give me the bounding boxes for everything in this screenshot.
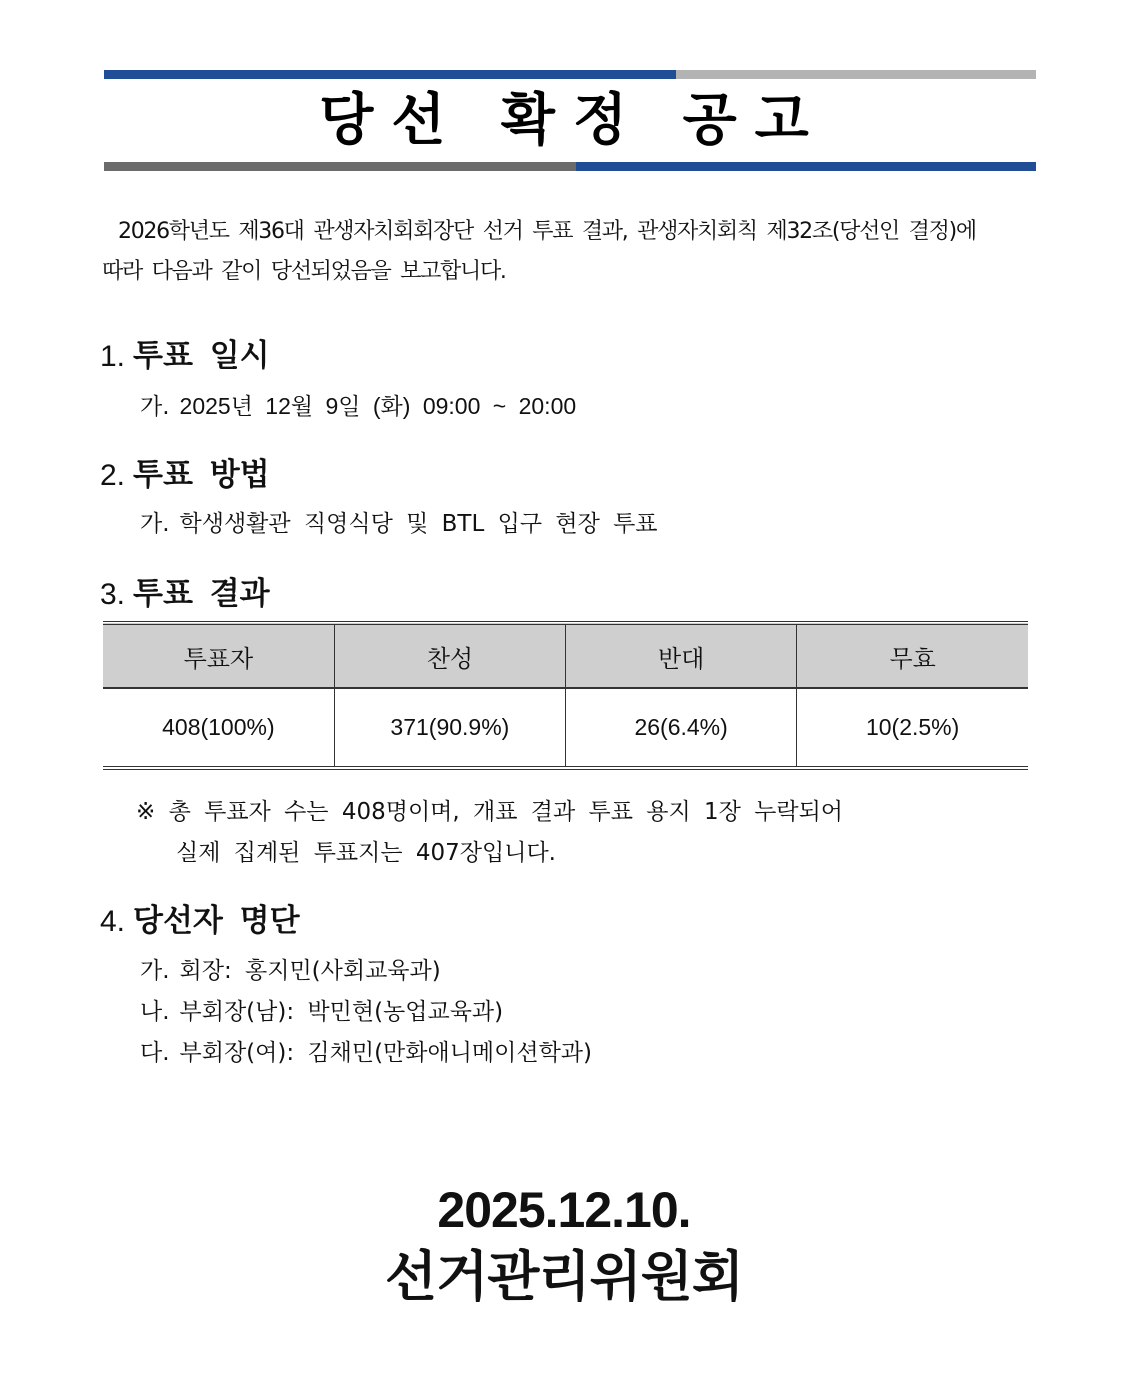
vote-result-table bbox=[103, 621, 1028, 770]
section-1-heading bbox=[100, 336, 270, 377]
item-marker: 가. bbox=[140, 958, 170, 984]
title-top-bar-gray bbox=[676, 70, 1036, 79]
title-bottom-bar-gray bbox=[104, 162, 576, 171]
result-note bbox=[136, 792, 843, 874]
item-marker: 가. bbox=[140, 511, 170, 537]
section-2-title: 투표 방법 bbox=[133, 457, 270, 493]
section-4-title: 당선자 명단 bbox=[133, 903, 300, 939]
section-4-number: 4. bbox=[100, 905, 126, 938]
item-marker: 가. bbox=[140, 394, 170, 420]
issuing-organization: 선거관리위원회 bbox=[384, 1245, 744, 1308]
section-3-number: 3. bbox=[100, 578, 126, 611]
section-1-number: 1. bbox=[100, 340, 126, 373]
header-invalid: 무효 bbox=[797, 623, 1028, 688]
note-line-2: 실제 집계된 투표지는 407장입니다. bbox=[176, 840, 556, 866]
cell-invalid: 10(2.5%) bbox=[865, 714, 960, 740]
winner-vice-president-male bbox=[140, 996, 503, 1028]
cell-approve: 371(90.9%) bbox=[334, 688, 565, 768]
section-2-number: 2. bbox=[100, 459, 126, 492]
winner-vice-president-female bbox=[140, 1037, 592, 1069]
table-row bbox=[103, 688, 1028, 768]
section-1-title: 투표 일시 bbox=[133, 338, 270, 374]
winner-vice-male-text: 부회장(남): 박민현(농업교육과) bbox=[179, 999, 504, 1025]
section-2-item bbox=[140, 508, 658, 540]
section-1-item bbox=[140, 390, 576, 423]
section-4-heading bbox=[100, 901, 300, 942]
header-voters: 투표자 bbox=[103, 623, 334, 688]
section-3-title: 투표 결과 bbox=[133, 576, 270, 612]
section-2-heading bbox=[100, 455, 270, 496]
section-3-heading bbox=[100, 574, 270, 615]
title-top-bar-blue bbox=[104, 70, 676, 79]
title-bottom-bar-blue bbox=[576, 162, 1036, 171]
announcement-date: 2025.12.10. bbox=[437, 1182, 691, 1238]
winner-president bbox=[140, 955, 441, 987]
table-header-row bbox=[103, 623, 1028, 688]
item-marker: 다. bbox=[140, 1040, 170, 1066]
intro-line-1: 2026학년도 제36대 관생자치회회장단 선거 투표 결과, 관생자치회칙 제32조(당선인 결정)에 bbox=[118, 219, 976, 244]
document-title: 당선 확정 공고 bbox=[319, 88, 827, 153]
header-oppose: 반대 bbox=[566, 623, 797, 688]
intro-paragraph bbox=[102, 212, 1042, 292]
note-line-1: ※ 총 투표자 수는 408명이며, 개표 결과 투표 용지 1장 누락되어 bbox=[136, 799, 844, 825]
item-marker: 나. bbox=[140, 999, 170, 1025]
winner-president-text: 회장: 홍지민(사회교육과) bbox=[179, 958, 441, 984]
header-approve: 찬성 bbox=[334, 623, 565, 688]
vote-datetime: 2025년 12월 9일 (화) 09:00 ~ 20:00 bbox=[179, 393, 577, 419]
cell-voters: 408(100%) bbox=[103, 688, 334, 768]
cell-oppose: 26(6.4%) bbox=[566, 688, 797, 768]
winner-vice-female-text: 부회장(여): 김채민(만화애니메이션학과) bbox=[179, 1040, 592, 1066]
intro-line-2: 따라 다음과 같이 당선되었음을 보고합니다. bbox=[102, 259, 506, 284]
vote-method: 학생생활관 직영식당 및 BTL 입구 현장 투표 bbox=[179, 511, 658, 537]
